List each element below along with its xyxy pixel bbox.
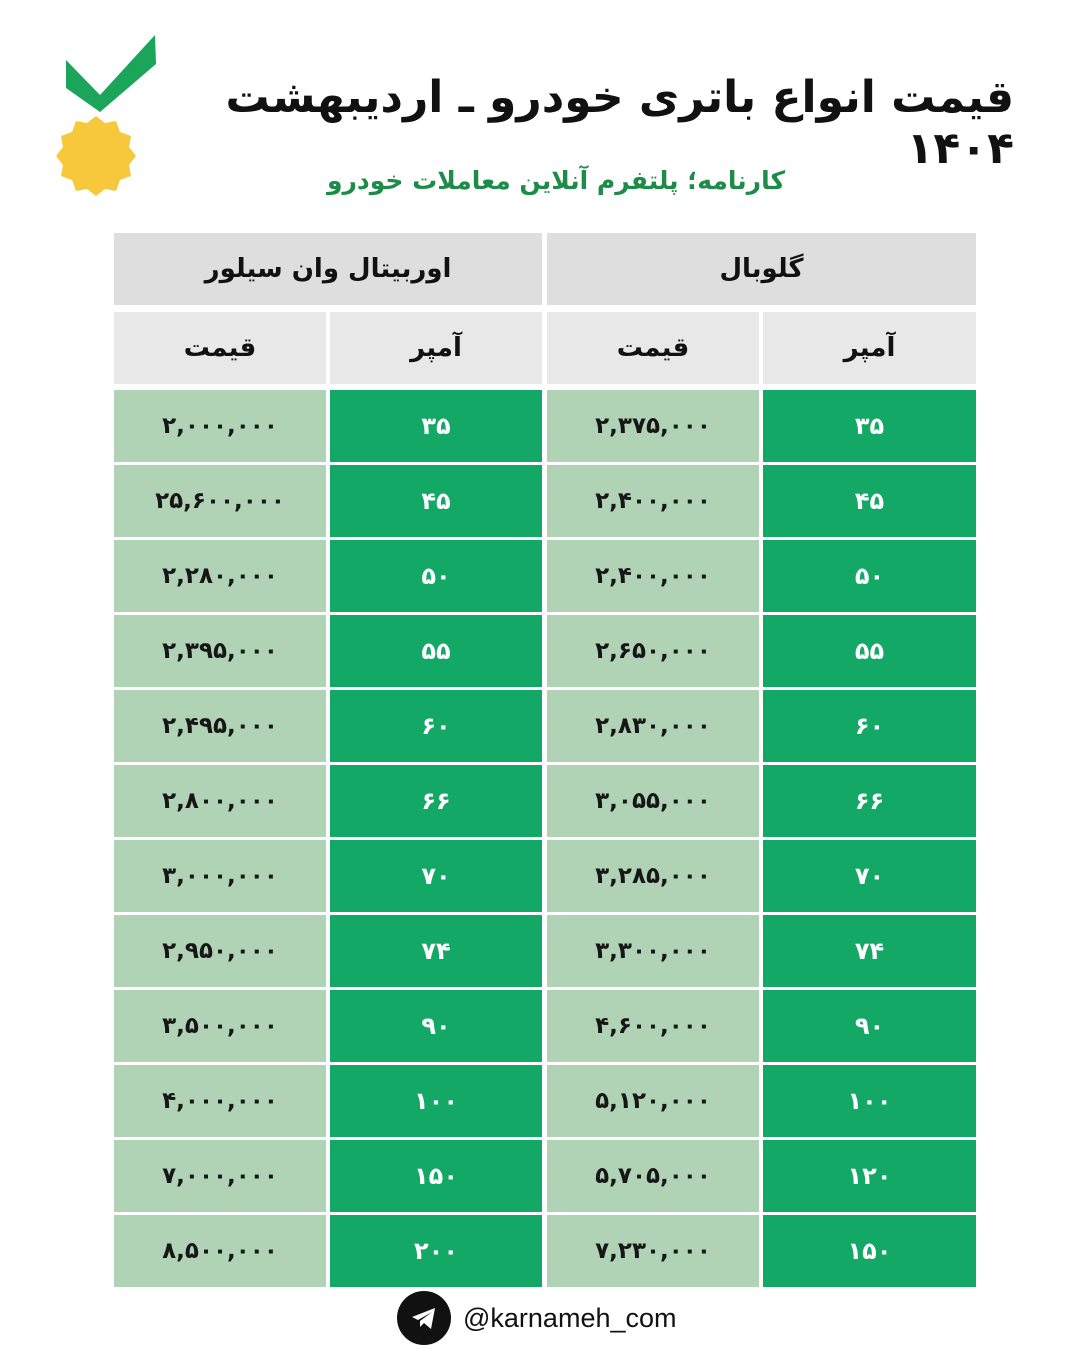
orbital-amp-cell: ۷۰ <box>330 840 542 912</box>
global-amp-cell: ۴۵ <box>763 465 976 537</box>
global-amp-cell: ۶۰ <box>763 690 976 762</box>
global-amp-cell: ۵۰ <box>763 540 976 612</box>
column-header-price: قیمت <box>547 312 759 384</box>
global-price-cell: ۵,۷۰۵,۰۰۰ <box>547 1140 759 1212</box>
global-price-cell: ۲,۴۰۰,۰۰۰ <box>547 540 759 612</box>
orbital-amp-cell: ۳۵ <box>330 390 542 462</box>
orbital-amp-cell: ۵۵ <box>330 615 542 687</box>
global-amp-cell: ۷۴ <box>763 915 976 987</box>
orbital-price-cell: ۳,۵۰۰,۰۰۰ <box>114 990 326 1062</box>
orbital-amp-cell: ۷۴ <box>330 915 542 987</box>
global-amp-cell: ۱۲۰ <box>763 1140 976 1212</box>
social-handle[interactable]: @karnameh_com <box>463 1302 677 1333</box>
orbital-price-cell: ۳,۰۰۰,۰۰۰ <box>114 840 326 912</box>
orbital-amp-cell: ۲۰۰ <box>330 1215 542 1287</box>
orbital-amp-cell: ۱۰۰ <box>330 1065 542 1137</box>
orbital-amp-cell: ۶۶ <box>330 765 542 837</box>
global-amp-cell: ۷۰ <box>763 840 976 912</box>
brand-header-global: گلوبال <box>547 233 976 305</box>
orbital-price-cell: ۲,۰۰۰,۰۰۰ <box>114 390 326 462</box>
orbital-price-cell: ۲۵,۶۰۰,۰۰۰ <box>114 465 326 537</box>
global-amp-cell: ۶۶ <box>763 765 976 837</box>
orbital-price-cell: ۲,۴۹۵,۰۰۰ <box>114 690 326 762</box>
global-price-cell: ۴,۶۰۰,۰۰۰ <box>547 990 759 1062</box>
orbital-price-cell: ۲,۳۹۵,۰۰۰ <box>114 615 326 687</box>
global-amp-cell: ۱۵۰ <box>763 1215 976 1287</box>
global-amp-cell: ۹۰ <box>763 990 976 1062</box>
brand-header-orbital: اوربیتال وان سیلور <box>114 233 542 305</box>
global-price-cell: ۲,۶۵۰,۰۰۰ <box>547 615 759 687</box>
global-price-cell: ۳,۳۰۰,۰۰۰ <box>547 915 759 987</box>
global-amp-cell: ۳۵ <box>763 390 976 462</box>
orbital-amp-cell: ۶۰ <box>330 690 542 762</box>
page-title: قیمت انواع باتری خودرو ـ اردیبهشت ۱۴۰۴ <box>225 72 1014 174</box>
orbital-price-cell: ۴,۰۰۰,۰۰۰ <box>114 1065 326 1137</box>
orbital-amp-cell: ۹۰ <box>330 990 542 1062</box>
global-price-cell: ۳,۰۵۵,۰۰۰ <box>547 765 759 837</box>
global-price-cell: ۲,۳۷۵,۰۰۰ <box>547 390 759 462</box>
global-amp-cell: ۵۵ <box>763 615 976 687</box>
global-price-cell: ۷,۲۳۰,۰۰۰ <box>547 1215 759 1287</box>
orbital-price-cell: ۲,۲۸۰,۰۰۰ <box>114 540 326 612</box>
orbital-amp-cell: ۵۰ <box>330 540 542 612</box>
global-price-cell: ۳,۲۸۵,۰۰۰ <box>547 840 759 912</box>
global-price-cell: ۲,۸۳۰,۰۰۰ <box>547 690 759 762</box>
orbital-price-cell: ۷,۰۰۰,۰۰۰ <box>114 1140 326 1212</box>
column-header-amp: آمپر <box>330 312 542 384</box>
orbital-price-cell: ۸,۵۰۰,۰۰۰ <box>114 1215 326 1287</box>
orbital-amp-cell: ۱۵۰ <box>330 1140 542 1212</box>
global-price-cell: ۵,۱۲۰,۰۰۰ <box>547 1065 759 1137</box>
global-amp-cell: ۱۰۰ <box>763 1065 976 1137</box>
orbital-amp-cell: ۴۵ <box>330 465 542 537</box>
orbital-price-cell: ۲,۸۰۰,۰۰۰ <box>114 765 326 837</box>
page-subtitle: کارنامه؛ پلتفرم آنلاین معاملات خودرو <box>326 166 785 195</box>
column-header-amp: آمپر <box>763 312 976 384</box>
footer <box>397 1290 677 1346</box>
column-header-price: قیمت <box>114 312 326 384</box>
orbital-price-cell: ۲,۹۵۰,۰۰۰ <box>114 915 326 987</box>
telegram-icon[interactable] <box>397 1291 451 1345</box>
global-price-cell: ۲,۴۰۰,۰۰۰ <box>547 465 759 537</box>
